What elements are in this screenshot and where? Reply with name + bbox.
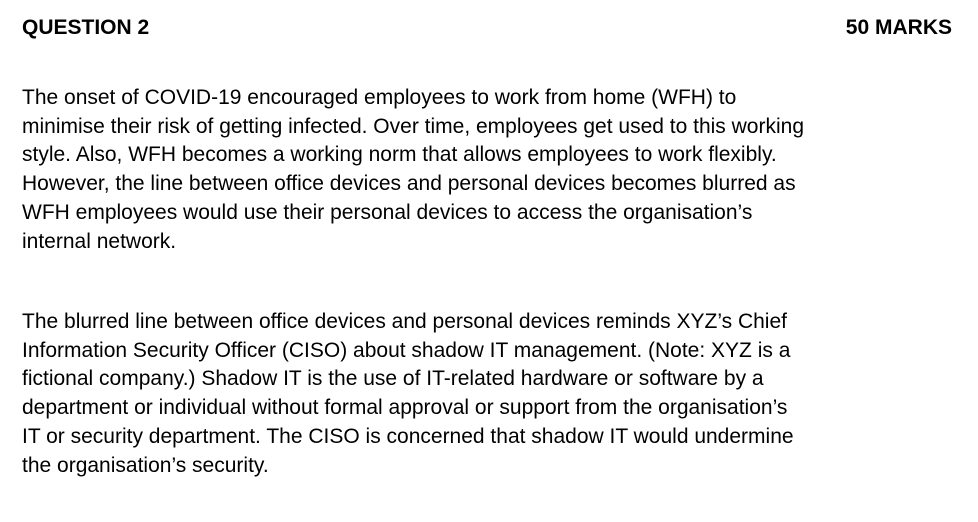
question-label: QUESTION 2 <box>22 16 150 39</box>
paragraph-line: minimise their risk of getting infected. Over time, employees get used to this working <box>22 114 805 138</box>
paragraph-context <box>22 84 957 256</box>
paragraph-line: department or individual without formal approval or support from the organisation’s <box>22 396 788 420</box>
paragraph-line: fictional company.) Shadow IT is the use of IT-related hardware or software by a <box>22 367 764 391</box>
paragraph-line: IT or security department. The CISO is concerned that shadow IT would undermine <box>22 424 794 448</box>
paragraph-line: Information Security Officer (CISO) about shadow IT management. (Note: XYZ is a <box>22 338 791 362</box>
paragraph-shadow-it <box>22 308 957 480</box>
paragraph-line: style. Also, WFH becomes a working norm that allows employees to work flexibly. <box>22 143 777 167</box>
question-heading <box>22 14 952 42</box>
paragraph-line: WFH employees would use their personal devices to access the organisation’s <box>22 200 753 224</box>
paragraph-line: The onset of COVID-19 encouraged employees to work from home (WFH) to <box>22 86 737 109</box>
paragraph-line: the organisation’s security. <box>22 453 269 477</box>
paragraph-line: internal network. <box>22 229 177 253</box>
marks-label: 50 MARKS <box>845 16 952 39</box>
paragraph-line: The blurred line between office devices and personal devices reminds XYZ’s Chief <box>22 310 787 333</box>
paragraph-line: However, the line between office devices and personal devices becomes blurred as <box>22 172 796 196</box>
